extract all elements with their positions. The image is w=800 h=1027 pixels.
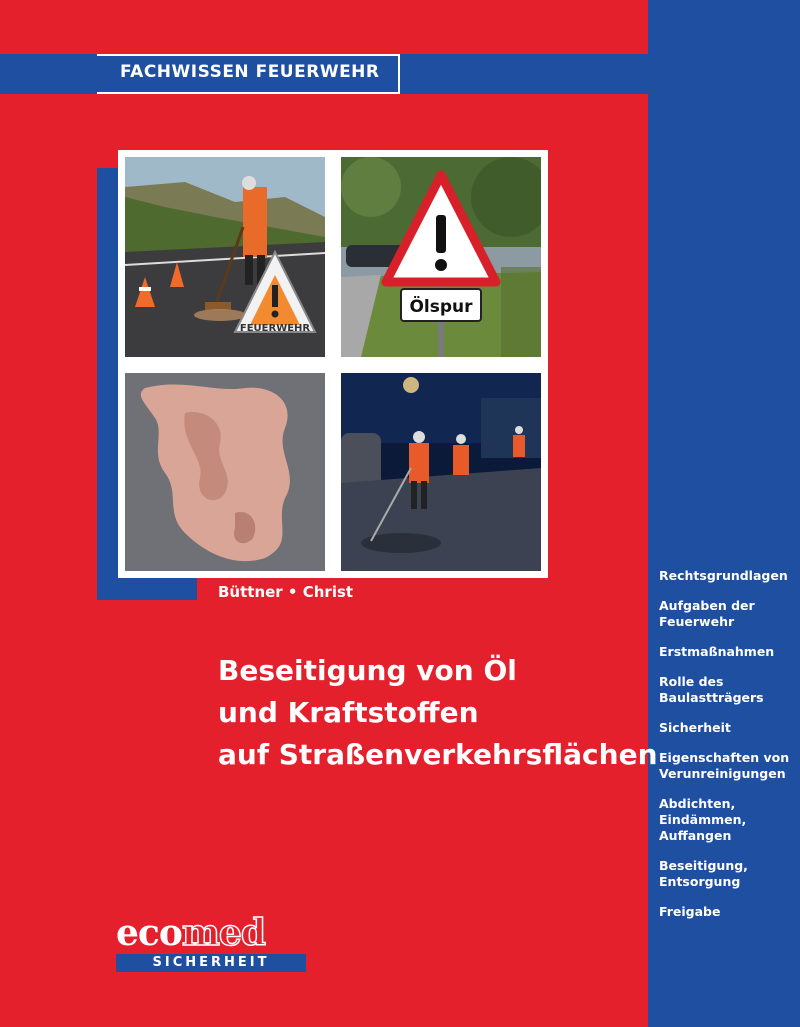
authors: Büttner • Christ bbox=[218, 583, 354, 601]
topic-item: Sicherheit bbox=[659, 720, 731, 735]
logo-brand bbox=[116, 912, 265, 954]
series-label: FACHWISSEN FEUERWEHR bbox=[120, 62, 380, 82]
logo-subtitle: SICHERHEIT bbox=[116, 954, 306, 972]
logo-eco: eco bbox=[116, 912, 182, 954]
logo-med: med bbox=[181, 912, 266, 954]
topic-item: Eigenschaften von Verunreinigungen bbox=[659, 750, 790, 781]
title-line-3: auf Straßenverkehrsflächen bbox=[218, 738, 658, 771]
topic-item: Erstmaßnahmen bbox=[659, 644, 775, 659]
photo-roadwork bbox=[125, 157, 325, 357]
topic-item: Beseitigung, Entsorgung bbox=[659, 858, 748, 889]
title-line-1: Beseitigung von Öl bbox=[218, 654, 517, 687]
topic-item: Abdichten, Eindämmen, Auffangen bbox=[659, 796, 747, 843]
photo-grid bbox=[118, 150, 548, 578]
photo-oil-sign bbox=[341, 157, 541, 357]
book-title bbox=[218, 650, 658, 776]
photo-absorbent bbox=[125, 373, 325, 571]
topics-list bbox=[659, 568, 795, 934]
title-line-2: und Kraftstoffen bbox=[218, 696, 479, 729]
topic-item: Freigabe bbox=[659, 904, 721, 919]
publisher-logo bbox=[116, 912, 310, 972]
photo-night-cleanup bbox=[341, 373, 541, 571]
topic-item: Rolle des Baulastträgers bbox=[659, 674, 764, 705]
oil-sign-text: Ölspur bbox=[409, 297, 473, 317]
topic-item: Rechtsgrundlagen bbox=[659, 568, 788, 583]
warning-triangle-label: FEUERWEHR bbox=[239, 323, 311, 334]
topic-item: Aufgaben der Feuerwehr bbox=[659, 598, 755, 629]
